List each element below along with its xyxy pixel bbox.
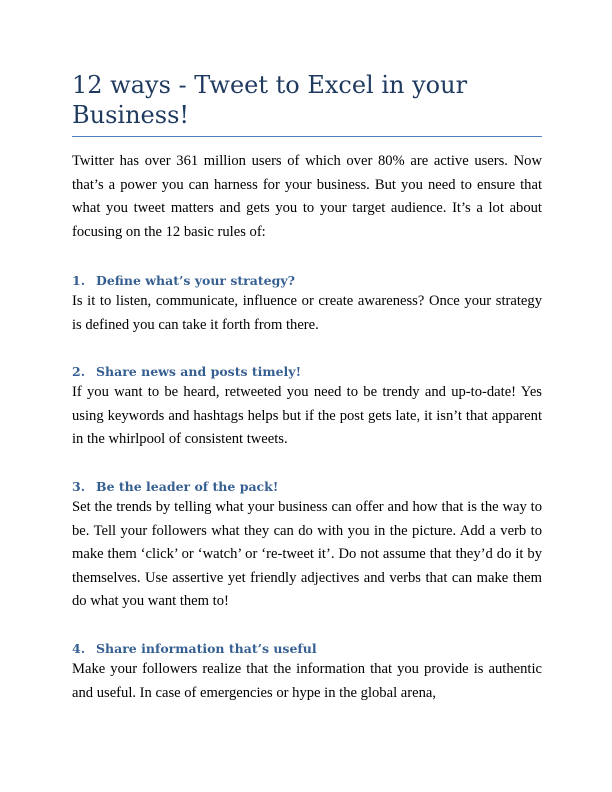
intro-paragraph: Twitter has over 361 million users of which over 80% are active users. Now that’s a power you can harness for your business. But you need to ensure that what you tweet matters and gets you to your target audience. It’s a lot about focusing on the 12 basic rules of: <box>72 153 542 240</box>
title-divider <box>72 136 542 137</box>
section-heading <box>72 478 542 496</box>
section-body: If you want to be heard, retweeted you need to be trendy and up-to-date! Yes using keywords and hashtags helps but if the post gets late, it isn’t that apparent in the whirlpool of consistent tweets. <box>72 384 542 448</box>
section-heading-text: Share news and posts timely! <box>96 364 302 379</box>
section-heading-text: Define what’s your strategy? <box>96 273 295 288</box>
section-2 <box>72 363 542 452</box>
page-title: 12 ways - Tweet to Excel in your Business! <box>72 71 468 129</box>
section-heading <box>72 363 542 381</box>
section-heading-text: Share information that’s useful <box>96 641 317 656</box>
section-body: Make your followers realize that the information that you provide is authentic and useful. In case of emergencies or hype in the global arena, <box>72 661 542 701</box>
section-heading <box>72 272 542 290</box>
section-body: Set the trends by telling what your business can offer and how that is the way to be. Tell your followers what they can do with you in the picture. Add a verb to make them ‘click’ or ‘watch’ or ‘re-tweet it’. Do not assume that they’d do it by themselves. Use assertive yet friendly adjectives and verbs that can make them do what you want them to! <box>72 499 542 610</box>
section-number: 4. <box>72 641 86 656</box>
section-body: Is it to listen, communicate, influence or create awareness? Once your strategy is defined you can take it forth from there. <box>72 293 542 333</box>
section-heading-text: Be the leader of the pack! <box>96 479 279 494</box>
section-1 <box>72 272 542 337</box>
section-4 <box>72 640 542 705</box>
section-heading <box>72 640 542 658</box>
section-number: 2. <box>72 364 86 379</box>
section-3 <box>72 478 542 614</box>
section-number: 1. <box>72 273 86 288</box>
section-number: 3. <box>72 479 86 494</box>
